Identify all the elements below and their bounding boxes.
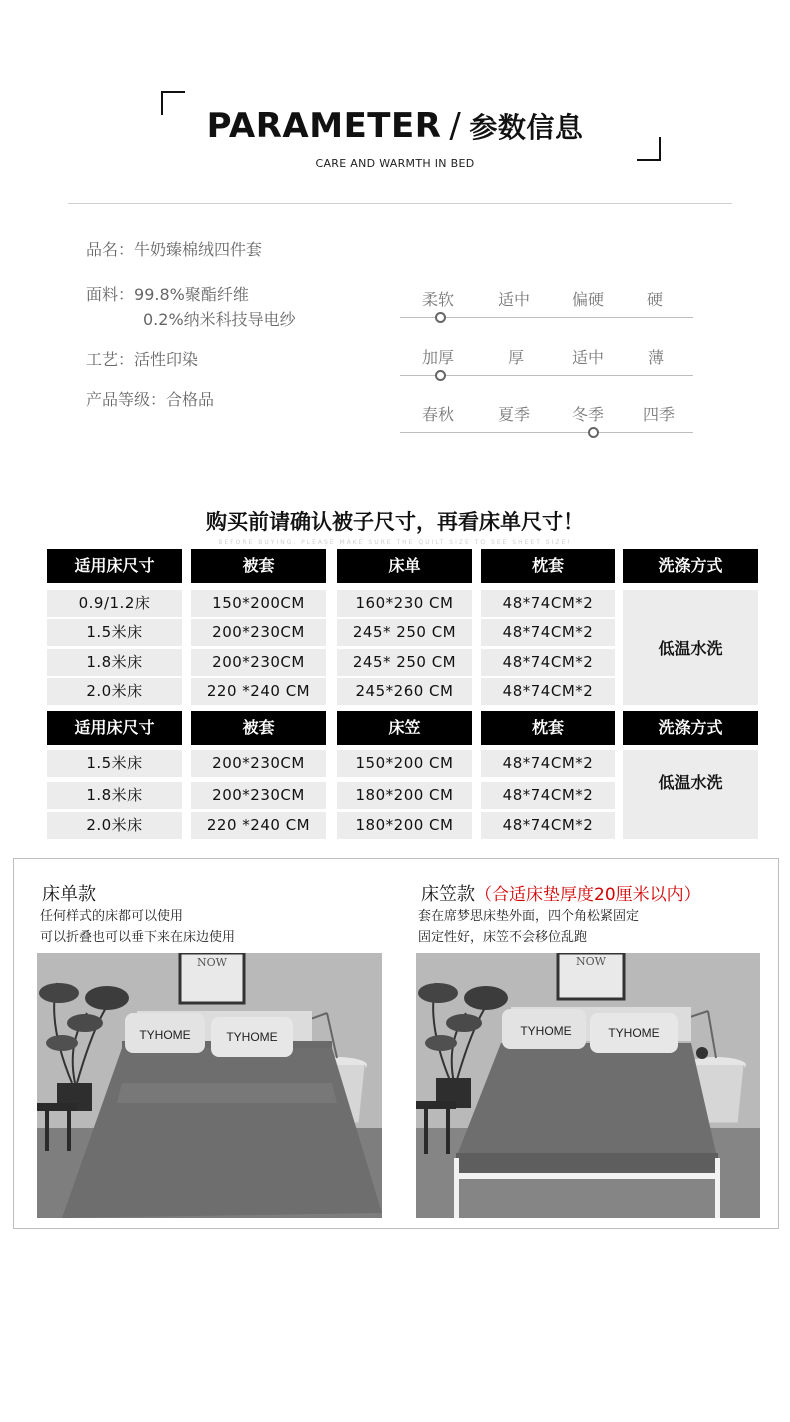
title-en: PARAMETER <box>206 106 442 146</box>
table1-header: 适用床尺寸 <box>47 549 182 583</box>
table2-cell: 48*74CM*2 <box>481 750 615 777</box>
table2-header: 枕套 <box>481 711 615 745</box>
table1-cell: 220 *240 CM <box>191 678 326 705</box>
bedroom-illustration <box>37 953 382 1218</box>
scale-label: 夏季 <box>498 405 531 424</box>
scale-indicator <box>588 427 599 438</box>
param-label: 面料： <box>86 285 135 304</box>
fitted-sheet-photo <box>416 953 760 1218</box>
param-label: 品名： <box>86 240 135 259</box>
table1-cell: 1.8米床 <box>47 649 182 676</box>
scale-softness <box>400 285 695 325</box>
table2-cell: 200*230CM <box>191 750 326 777</box>
table1-cell: 0.9/1.2床 <box>47 590 182 617</box>
table2-header: 被套 <box>191 711 326 745</box>
param-value: 99.8%聚酯纤维 <box>134 285 249 304</box>
flat-sheet-photo <box>37 953 382 1218</box>
divider <box>68 203 732 204</box>
scale-label: 加厚 <box>422 348 455 367</box>
scale-label: 柔软 <box>422 290 455 309</box>
param-value: 牛奶臻棉绒四件套 <box>134 240 263 259</box>
table1-header: 枕套 <box>481 549 615 583</box>
style-desc: 套在席梦思床垫外面，四个角松紧固定 <box>418 909 640 924</box>
scale-label: 硬 <box>647 290 664 309</box>
page-subtitle: CARE AND WARMTH IN BED <box>315 157 475 170</box>
param-fabric-line2: 0.2%纳米科技导电纱 <box>143 310 296 329</box>
scale-thickness <box>400 343 695 383</box>
style-title <box>421 880 701 906</box>
scale-label: 偏硬 <box>572 290 605 309</box>
style-desc: 可以折叠也可以垂下来在床边使用 <box>40 930 236 945</box>
scale-label: 四季 <box>643 405 676 424</box>
scale-label: 适中 <box>572 348 605 367</box>
table1-cell: 48*74CM*2 <box>481 590 615 617</box>
scale-indicator <box>435 370 446 381</box>
table1-cell: 245* 250 CM <box>337 619 472 646</box>
style-desc: 固定性好，床笠不会移位乱跑 <box>418 930 588 945</box>
pillow-label: TYHOME <box>226 1030 278 1044</box>
table1-cell: 200*230CM <box>191 649 326 676</box>
param-process <box>86 347 198 370</box>
table1-header: 洗涤方式 <box>623 549 758 583</box>
scale-label: 适中 <box>498 290 531 309</box>
style-title-note: （合适床垫厚度20厘米以内） <box>475 885 701 905</box>
table1-header: 被套 <box>191 549 326 583</box>
param-grade <box>86 387 214 410</box>
size-section-title: 购买前请确认被子尺寸，再看床单尺寸！ <box>206 510 584 534</box>
style-desc: 任何样式的床都可以使用 <box>40 909 184 924</box>
table2-wash-cell: 低温水洗 <box>623 750 758 839</box>
table1-wash-cell: 低温水洗 <box>623 590 758 705</box>
table2-cell: 1.8米床 <box>47 782 182 809</box>
title-separator: / <box>449 106 462 146</box>
table1-cell: 48*74CM*2 <box>481 649 615 676</box>
style-title-text: 床笠款 <box>421 884 475 905</box>
table2-header: 洗涤方式 <box>623 711 758 745</box>
pillow-label: TYHOME <box>139 1028 191 1042</box>
param-product-name <box>86 237 262 260</box>
table2-cell: 180*200 CM <box>337 812 472 839</box>
table1-cell: 48*74CM*2 <box>481 619 615 646</box>
page-title <box>0 106 790 146</box>
style-title <box>42 880 96 906</box>
style-title-text: 床单款 <box>42 884 96 905</box>
table2-cell: 220 *240 CM <box>191 812 326 839</box>
pillow-label: TYHOME <box>608 1026 660 1040</box>
scale-season <box>400 400 695 440</box>
table1-cell: 48*74CM*2 <box>481 678 615 705</box>
param-label: 工艺： <box>86 350 135 369</box>
table1-cell: 2.0米床 <box>47 678 182 705</box>
scale-label: 春秋 <box>422 405 455 424</box>
table2-cell: 48*74CM*2 <box>481 812 615 839</box>
table2-cell: 150*200 CM <box>337 750 472 777</box>
table2-cell: 1.5米床 <box>47 750 182 777</box>
table2-cell: 180*200 CM <box>337 782 472 809</box>
table1-cell: 1.5米床 <box>47 619 182 646</box>
param-fabric <box>86 282 249 305</box>
table1-cell: 150*200CM <box>191 590 326 617</box>
table2-header: 适用床尺寸 <box>47 711 182 745</box>
table1-cell: 245* 250 CM <box>337 649 472 676</box>
param-label: 产品等级： <box>86 390 167 409</box>
scale-label: 冬季 <box>572 405 605 424</box>
poster-text: NOW <box>576 955 606 968</box>
bedroom-illustration <box>416 953 760 1218</box>
table2-cell: 2.0米床 <box>47 812 182 839</box>
size-section-caption: BEFORE BUYING, PLEASE MAKE SURE THE QUILT SIZE TO SEE SHEET SIZE! <box>218 539 572 546</box>
scale-indicator <box>435 312 446 323</box>
table1-cell: 245*260 CM <box>337 678 472 705</box>
poster-text: NOW <box>197 956 227 969</box>
table1-cell: 200*230CM <box>191 619 326 646</box>
table2-cell: 200*230CM <box>191 782 326 809</box>
scale-line <box>400 432 693 433</box>
table2-cell: 48*74CM*2 <box>481 782 615 809</box>
scale-label: 厚 <box>508 348 525 367</box>
param-value: 活性印染 <box>134 350 199 369</box>
param-value: 合格品 <box>166 390 215 409</box>
title-cn: 参数信息 <box>469 111 584 144</box>
pillow-label: TYHOME <box>520 1024 572 1038</box>
table2-header: 床笠 <box>337 711 472 745</box>
table1-cell: 160*230 CM <box>337 590 472 617</box>
scale-label: 薄 <box>648 348 665 367</box>
table1-header: 床单 <box>337 549 472 583</box>
